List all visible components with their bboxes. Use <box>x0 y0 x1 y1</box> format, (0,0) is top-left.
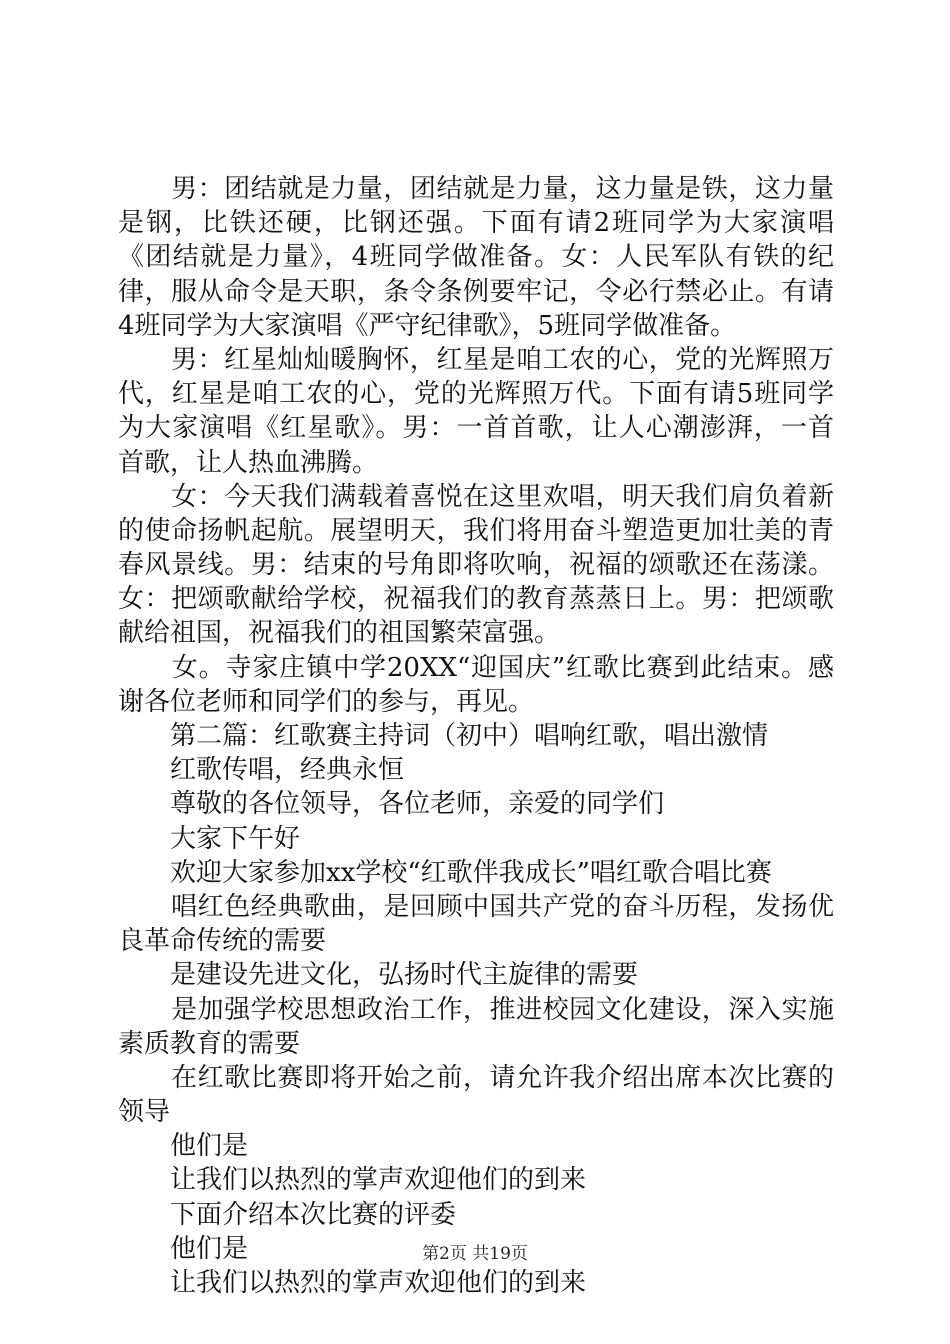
text-line: 在红歌比赛即将开始之前，请允许我介绍出席本次比赛的 <box>118 1062 834 1093</box>
page-number-footer: 第2页 共19页 <box>422 1244 528 1264</box>
text-line: 第二篇：红歌赛主持词（初中）唱响红歌，唱出激情 <box>118 721 769 751</box>
text-line: 女：今天我们满载着喜悦在这里欢唱，明天我们肩负着新 <box>118 481 834 512</box>
text-line: 为大家演唱《红星歌》。男：一首首歌，让人心潮澎湃，一首 <box>118 413 834 444</box>
text-line: 大家下午好 <box>118 823 301 854</box>
text-line: 良革命传统的需要 <box>118 926 327 957</box>
text-line: 男：红星灿灿暖胸怀，红星是咱工农的心，党的光辉照万 <box>118 344 834 375</box>
text-line: 女。寺家庄镇中学20XX“迎国庆”红歌比赛到此结束。感 <box>118 652 834 683</box>
text-line: 红歌传唱，经典永恒 <box>118 755 405 786</box>
text-line: 谢各位老师和同学们的参与，再见。 <box>118 686 535 717</box>
text-line: 是加强学校思想政治工作，推进校园文化建设，深入实施 <box>118 994 834 1025</box>
text-line: 是钢，比铁还硬，比钢还强。下面有请2班同学为大家演唱 <box>118 208 834 239</box>
text-line: 女：把颂歌献给学校，祝福我们的教育蒸蒸日上。男：把颂歌 <box>118 584 834 615</box>
text-line: 让我们以热烈的掌声欢迎他们的到来 <box>118 1165 587 1196</box>
text-line: 是建设先进文化，弘扬时代主旋律的需要 <box>118 960 639 991</box>
text-line: 尊敬的各位领导，各位老师，亲爱的同学们 <box>118 789 665 820</box>
text-line: 唱红色经典歌曲，是回顾中国共产党的奋斗历程，发扬优 <box>118 891 834 922</box>
document-body <box>118 172 834 1300</box>
text-line: 《团结就是力量》，4班同学做准备。女：人民军队有铁的纪 <box>118 242 834 273</box>
text-line: 欢迎大家参加xx学校“红歌伴我成长”唱红歌合唱比赛 <box>118 857 772 888</box>
text-line: 让我们以热烈的掌声欢迎他们的到来 <box>118 1268 587 1298</box>
text-line: 素质教育的需要 <box>118 1028 301 1059</box>
text-line: 律，服从命令是天职，条令条例要牢记，令必行禁必止。有请 <box>118 276 834 307</box>
text-line: 下面介绍本次比赛的评委 <box>118 1199 457 1230</box>
text-line: 首歌，让人热血沸腾。 <box>118 447 379 478</box>
text-line: 献给祖国，祝福我们的祖国繁荣富强。 <box>118 618 561 649</box>
text-line: 的使命扬帆起航。展望明天，我们将用奋斗塑造更加壮美的青 <box>118 515 834 546</box>
text-line: 男：团结就是力量，团结就是力量，这力量是铁，这力量 <box>118 174 834 204</box>
text-line: 领导 <box>118 1097 171 1128</box>
text-line: 他们是 <box>118 1131 249 1162</box>
text-line: 春风景线。男：结束的号角即将吹响，祝福的颂歌还在荡漾。 <box>118 550 834 581</box>
text-line: 他们是 <box>118 1233 249 1264</box>
text-line: 4班同学为大家演唱《严守纪律歌》，5班同学做准备。 <box>118 310 737 341</box>
text-line: 代，红星是咱工农的心，党的光辉照万代。下面有请5班同学 <box>118 379 834 410</box>
